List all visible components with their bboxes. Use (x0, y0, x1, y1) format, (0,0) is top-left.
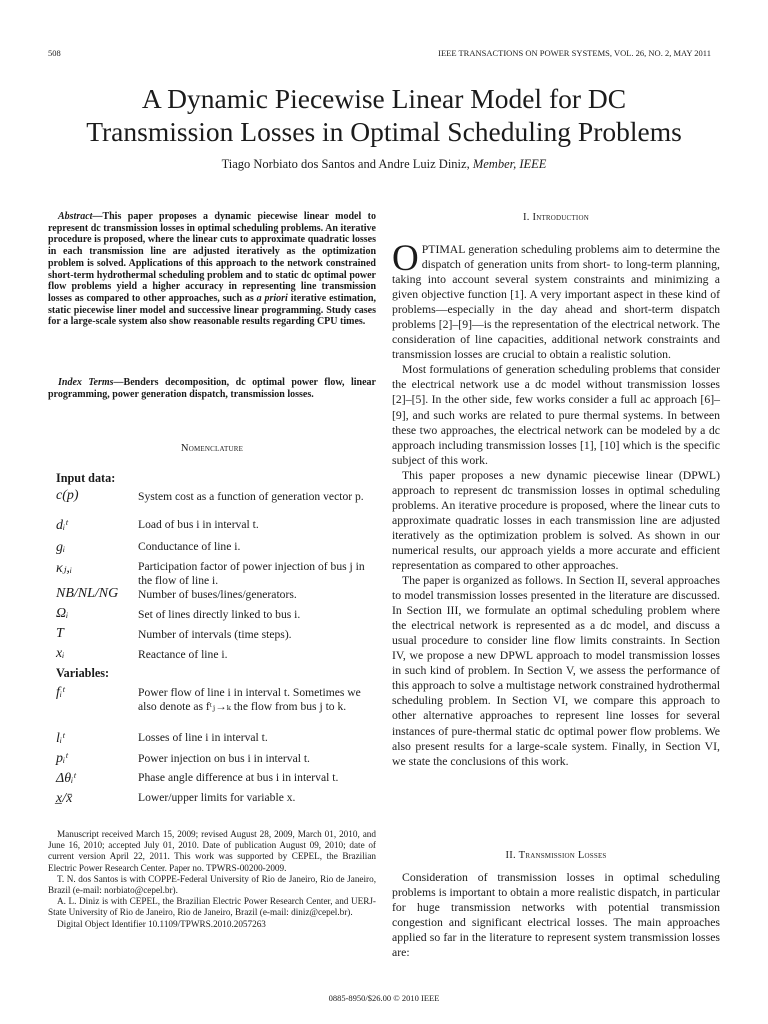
author-names: Tiago Norbiato dos Santos and Andre Luiz Diniz, (221, 157, 470, 171)
nomen-definition: Load of bus i in interval t. (138, 518, 259, 531)
footnote-doi: Digital Object Identifier 10.1109/TPWRS.2010.2057263 (57, 918, 266, 929)
nomenclature-heading: Nomenclature (180, 443, 244, 454)
variables-label: Variables: (56, 666, 110, 680)
nomen-definition: Reactance of line i. (138, 648, 228, 661)
input-data-text: Input data (56, 471, 112, 485)
nomen-symbol: xᵢ (56, 646, 65, 661)
footnote-manuscript: Manuscript received March 15, 2009; revised August 28, 2009, March 01, 2010, and June 16, 2010; accepted July 01, 2010. Date of publication August 09, 2010; date of current version April 22, 2011. This work was supported by CEPEL, the Brazilian Electric Power Research Center. Paper no. TPWRS-00200-2009. (48, 829, 376, 873)
section-heading-transmission-losses (392, 850, 720, 861)
index-terms-text: Benders decomposition, dc optimal power flow, linear programming, power generation dispatch, transmission losses. (48, 377, 376, 400)
nomen-definition: Lower/upper limits for variable x. (138, 791, 296, 804)
nomen-definition: Conductance of line i. (138, 540, 241, 553)
abstract (48, 211, 376, 328)
nomen-definition: Number of buses/lines/generators. (138, 588, 297, 601)
nomen-symbol: Δθᵢᵗ (56, 771, 76, 786)
nomen-symbol: lᵢᵗ (56, 731, 65, 746)
index-terms (48, 377, 376, 400)
paragraph-text: PTIMAL generation scheduling problems aim to determine the dispatch of generation units from short- to long-term planning, taking into account several system constraints and minimizing a given objective function [1]. A very important aspect in these kind of problems—especially in the day ahead and short-term dispatch problems [2]–[9]—is the representation of the electrical network. The consideration of line capacities, additional network constraints and transmission losses are crucial to obtain a realistic solution. (392, 243, 720, 362)
nomen-symbol: T (56, 626, 64, 641)
nomen-symbol: Ωᵢ (56, 606, 69, 621)
nomen-symbol: x̲/x̄ (56, 791, 73, 806)
footnote-author-2: A. L. Diniz is with CEPEL, the Brazilian Electric Power Research Center, and UERJ-State University of Rio de Janeiro, Rio de Janeiro, Brazil (e-mail: diniz@cepel.br). (48, 896, 376, 918)
journal-header: IEEE TRANSACTIONS ON POWER SYSTEMS, VOL. 26, NO. 2, MAY 2011 (438, 48, 711, 58)
index-terms-dash: — (113, 377, 124, 388)
section-number: II. (505, 850, 516, 861)
title-line-2: Transmission Losses in Optimal Scheduling Problems (86, 116, 682, 147)
nomen-symbol: dᵢᵗ (56, 518, 68, 533)
title-line-1: A Dynamic Piecewise Linear Model for DC (141, 83, 627, 114)
section-number: I. (523, 212, 530, 223)
footnote-author-1: T. N. dos Santos is with COPPE-Federal University of Rio de Janeiro, Rio de Janeiro, Brazil (e-mail: norbiato@cepel.br). (48, 873, 376, 896)
nomen-definition: Set of lines directly linked to bus i. (138, 608, 301, 621)
paragraph: This paper proposes a new dynamic piecewise linear (DPWL) approach to represent dc transmission losses in optimal scheduling problems. An iterative procedure is proposed, where the linear cuts to approximate quadratic losses in each transmission line are adjusted iteratively as the optimization problem is solved. As shown in our numerical results, our approach yields a more accurate and efficient representation as compared to other approaches. (392, 468, 720, 572)
variables-text: Variables (56, 666, 105, 680)
nomen-definition: Power flow of line i in interval t. Sometimes we also denote as fᵗⱼ→ₖ the flow from bus j to k. (138, 686, 361, 713)
nomen-symbol: NB/NL/NG (56, 586, 119, 601)
paragraph: The paper is organized as follows. In Section II, several approaches to model transmission losses presented in the literature are discussed. In Section III, we formulate an optimal scheduling problem where the electrical network is represented as a dc model, and discuss a usual procedure to consider line flow limits constraints. In Section IV, we propose a new DPWL approach to model transmission losses in such kind of problem. In Section V, we assess the performance of this approach to solve a multistage network constrained hydrothermal scheduling problem. In Section VI, we compare this approach to other alternative approaches to represent line losses for several instances of pure-thermal static dc optimal power flow problems. We also present results for a large-scale system. Finally, in Section VI, we state the conclusions of this work. (392, 574, 720, 768)
abstract-emphasis: a priori (256, 292, 288, 304)
section-title: Transmission Losses (518, 850, 607, 861)
footnotes (48, 829, 376, 930)
paragraph: Most formulations of generation scheduling problems that consider the electrical network use a dc model without transmission losses [2]–[5]. In the other side, few works consider a full ac approach [6]–[9], and such works are related to pure thermal systems. In between these two approaches, the electrical network can be modeled by a dc approach including transmission losses [1], [10] which is the specific subject of this work. (392, 363, 720, 467)
section-title: Introduction (532, 212, 589, 223)
drop-cap: O (392, 238, 419, 279)
abstract-text-1: This paper proposes a dynamic piecewise linear model to represent dc transmission losses in optimal scheduling problems. An iterative procedure is proposed, where the linear cuts to approximate quadratic losses in each transmission line are adjusted iteratively as the optimization problem is solved. Applications of this approach to the network constrained short-term hydrothermal scheduling problem and to static dc optimal power flow problems yield a higher accuracy in representing line transmission losses as compared to other approaches, such as (48, 211, 376, 304)
paper-title (40, 82, 728, 148)
input-data-label: Input data: (56, 471, 116, 485)
authors (40, 157, 728, 172)
nomen-symbol: gᵢ (56, 540, 66, 555)
index-terms-label: Index Terms (58, 377, 114, 388)
nomen-symbol: pᵢᵗ (56, 751, 68, 766)
nomen-definition: Phase angle difference at bus i in interval t. (138, 771, 339, 784)
nomen-symbol: κⱼ,ᵢ (56, 561, 73, 576)
nomen-definition: Participation factor of power injection of bus j in the flow of line i. (138, 560, 365, 587)
page-number: 508 (48, 48, 61, 58)
abstract-text-2: iterative estimation, static piecewise liner model and successive linear programming. Study cases for a large-scale system also show reasonable results regarding CPU times. (48, 292, 377, 328)
paragraph: Consideration of transmission losses in optimal scheduling problems is important to obtain a more realistic dispatch, in particular for huge transmission networks with potential transmission congestion and significant electrical losses. The main approaches applied so far in the literature to represent system transmission losses are: (392, 871, 720, 960)
introduction-body (392, 238, 720, 769)
section-heading-introduction (392, 212, 720, 223)
transmission-losses-body (392, 870, 720, 960)
abstract-label: Abstract (58, 211, 93, 222)
nomen-definition: System cost as a function of generation vector p. (138, 490, 364, 503)
nomen-symbol: fᵢᵗ (56, 685, 65, 700)
nomen-symbol: c(p) (56, 488, 79, 503)
author-membership: Member, IEEE (472, 157, 547, 171)
abstract-dash: — (92, 211, 103, 222)
nomen-definition: Losses of line i in interval t. (138, 731, 268, 744)
nomen-definition: Power injection on bus i in interval t. (138, 752, 310, 765)
nomen-definition: Number of intervals (time steps). (138, 628, 292, 641)
copyright-line: 0885-8950/$26.00 © 2010 IEEE (328, 993, 440, 1003)
paragraph (392, 238, 720, 362)
